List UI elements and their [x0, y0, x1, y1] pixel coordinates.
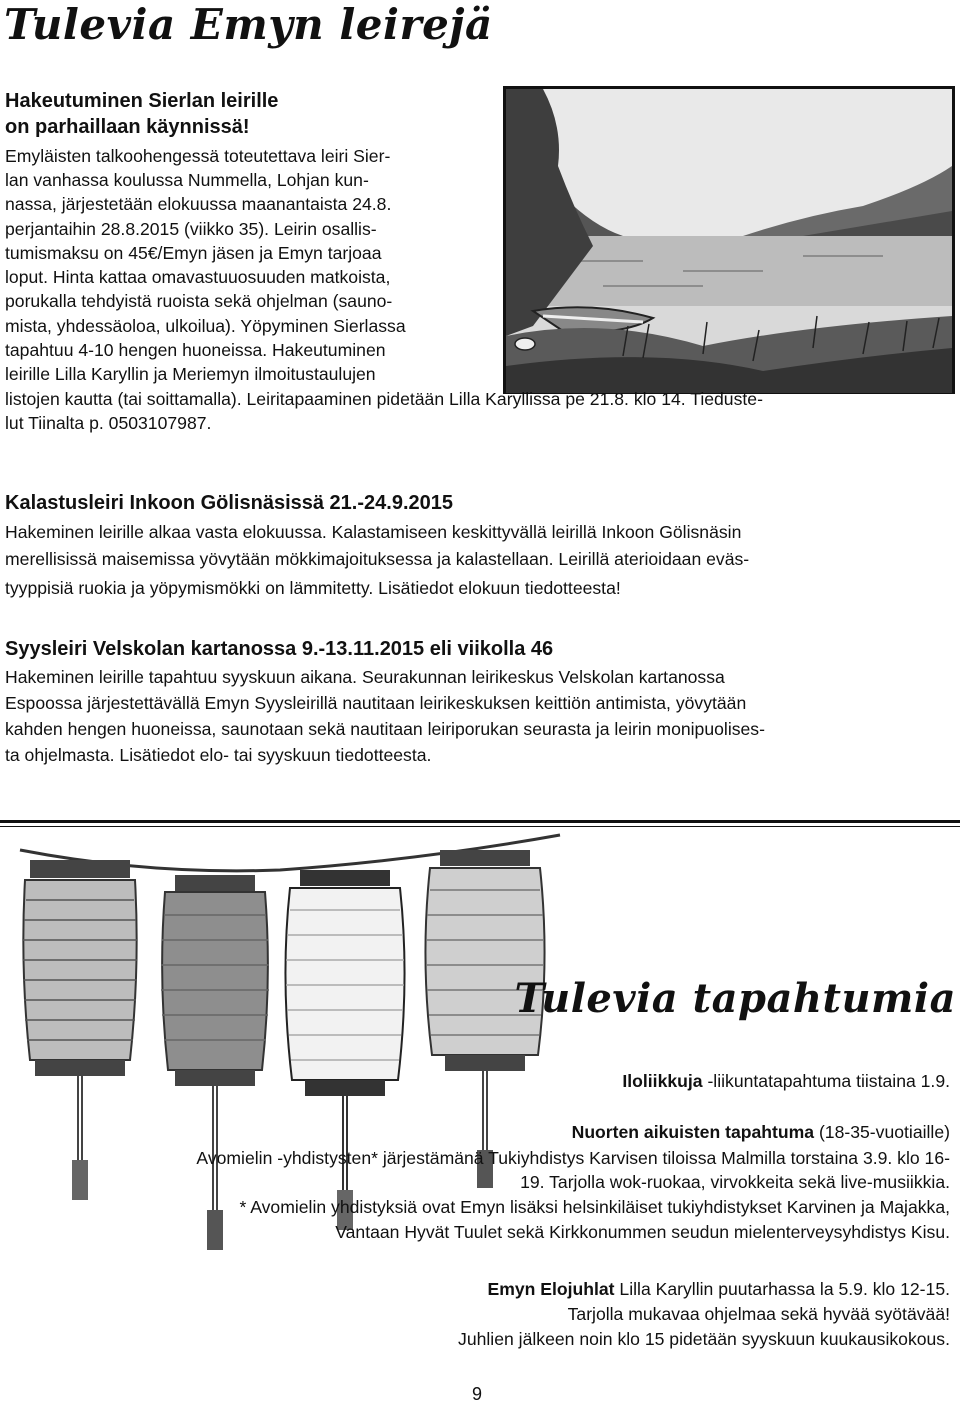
section-divider: [0, 820, 960, 823]
syys-heading: Syysleiri Velskolan kartanossa 9.-13.11.2015 eli viikolla 46: [5, 638, 554, 660]
sierla-body: [5, 146, 955, 466]
page-number: 9: [472, 1384, 483, 1404]
syys-line: Espoossa järjestettävällä Emyn Syysleirillä nautitaan leirikeskuksen keittiön antimista, yövytään: [5, 693, 747, 713]
nuorten-line: * Avomielin yhdistyksiä ovat Emyn lisäksi helsinkiläiset tukiyhdistykset Karvinen ja Majakka,: [239, 1197, 950, 1217]
sierla-line: listojen kautta (tai soittamalla). Leiritapaaminen pidetään Lilla Karyllissa pe 21.8. klo 14. Tiedustе-: [5, 389, 763, 409]
nuorten-line: Avomielin -yhdistysten* järjestämänä Tukiyhdistys Karvisen tiloissa Malmilla torstaina 3.9. klo 16-: [196, 1148, 950, 1168]
sierla-line: nassa, järjestetään elokuussa maanantaista 24.8.: [5, 194, 392, 214]
kalastus-line: tyyppisiä ruokia ja yöpymismökki on lämmitetty. Lisätiedot elokuun tiedotteesta!: [5, 578, 621, 598]
elojuhlat-line: Tarjolla mukavaa ohjelmaa sekä hyvää syötävää!: [567, 1304, 950, 1324]
sierla-line: tapahtuu 4-10 hengen huoneissa. Hakeutuminen: [5, 340, 386, 360]
nuorten-line: Vantaan Hyvät Tuulet sekä Kirkkonummen seudun mielenterveysyhdistys Kisu.: [335, 1222, 950, 1242]
iloliikkuja-line: [622, 1071, 950, 1092]
nuorten-heading-line: [572, 1122, 950, 1143]
iloliikkuja-name: Iloliikkuja: [622, 1071, 703, 1091]
sierla-line: loput. Hinta kattaa omavastuuosuuden matkoista,: [5, 267, 391, 287]
kalastus-body: [5, 522, 955, 612]
sierla-heading-line-2: on parhaillaan käynnissä!: [5, 116, 250, 138]
nuorten-line: 19. Tarjolla wok-ruokaa, virvokkeita sekä live-musiikkia.: [520, 1172, 950, 1192]
sierla-line: porukalla tehdyistä ruoista sekä ohjelman (sauno-: [5, 291, 393, 311]
nuorten-age: (18-35-vuotiaille): [814, 1122, 950, 1142]
kalastus-line: Hakeminen leirille alkaa vasta elokuussa. Kalastamiseen keskittyvällä leirillä Inkoon Gölisnäsin: [5, 522, 742, 542]
syys-body: [5, 667, 955, 777]
sierla-line: Emyläisten talkoohengessä toteutettava leiri Sier-: [5, 146, 391, 166]
sierla-line: tumismaksu on 45€/Emyn jäsen ja Emyn tarjoaa: [5, 243, 382, 263]
page-title: Tulevia Emyn leirejä: [4, 0, 493, 49]
kalastus-heading: Kalastusleiri Inkoon Gölisnäsissä 21.-24.9.2015: [5, 492, 453, 514]
elojuhlat-heading-line: [487, 1279, 950, 1300]
elojuhlat-line: Juhlien jälkeen noin klo 15 pidetään syyskuun kuukausikokous.: [458, 1329, 950, 1349]
kalastus-line: merellisissä maisemissa yövytään mökkimajoituksessa ja kalastellaan. Leirillä aterioidaan eväs-: [5, 549, 750, 569]
sierla-line: perjantaihin 28.8.2015 (viikko 35). Leirin osallis-: [5, 219, 377, 239]
sierla-line: lut Tiinalta p. 0503107987.: [5, 413, 212, 433]
nuorten-name: Nuorten aikuisten tapahtuma: [571, 1122, 815, 1142]
elojuhlat-name: Emyn Elojuhlat: [487, 1279, 615, 1299]
sierla-line: lan vanhassa koulussa Nummella, Lohjan kun-: [5, 170, 369, 190]
sierla-line: leirille Lilla Karyllin ja Meriemyn ilmoitustaulujen: [5, 364, 376, 384]
iloliikkuja-text: -liikuntatapahtuma tiistaina 1.9.: [702, 1071, 950, 1091]
elojuhlat-text: Lilla Karyllin puutarhassa la 5.9. klo 12-15.: [614, 1279, 950, 1299]
syys-line: ta ohjelmasta. Lisätiedot elo- tai syyskuun tiedotteesta.: [5, 745, 432, 765]
syys-line: kahden hengen huoneissa, saunotaan sekä nautitaan leiriporukan seurasta ja leirin monipuolises-: [5, 719, 765, 739]
sierla-line: mista, yhdessäoloa, ulkoilua). Yöpyminen Sierlassa: [5, 316, 406, 336]
section-divider-thin: [0, 826, 960, 827]
sierla-heading-line-1: Hakeutuminen Sierlan leirille: [5, 90, 279, 112]
syys-line: Hakeminen leirille tapahtuu syyskuun aikana. Seurakunnan leirikeskus Velskolan kartanossa: [5, 667, 725, 687]
events-title: Tulevia tapahtumia: [514, 975, 956, 1022]
